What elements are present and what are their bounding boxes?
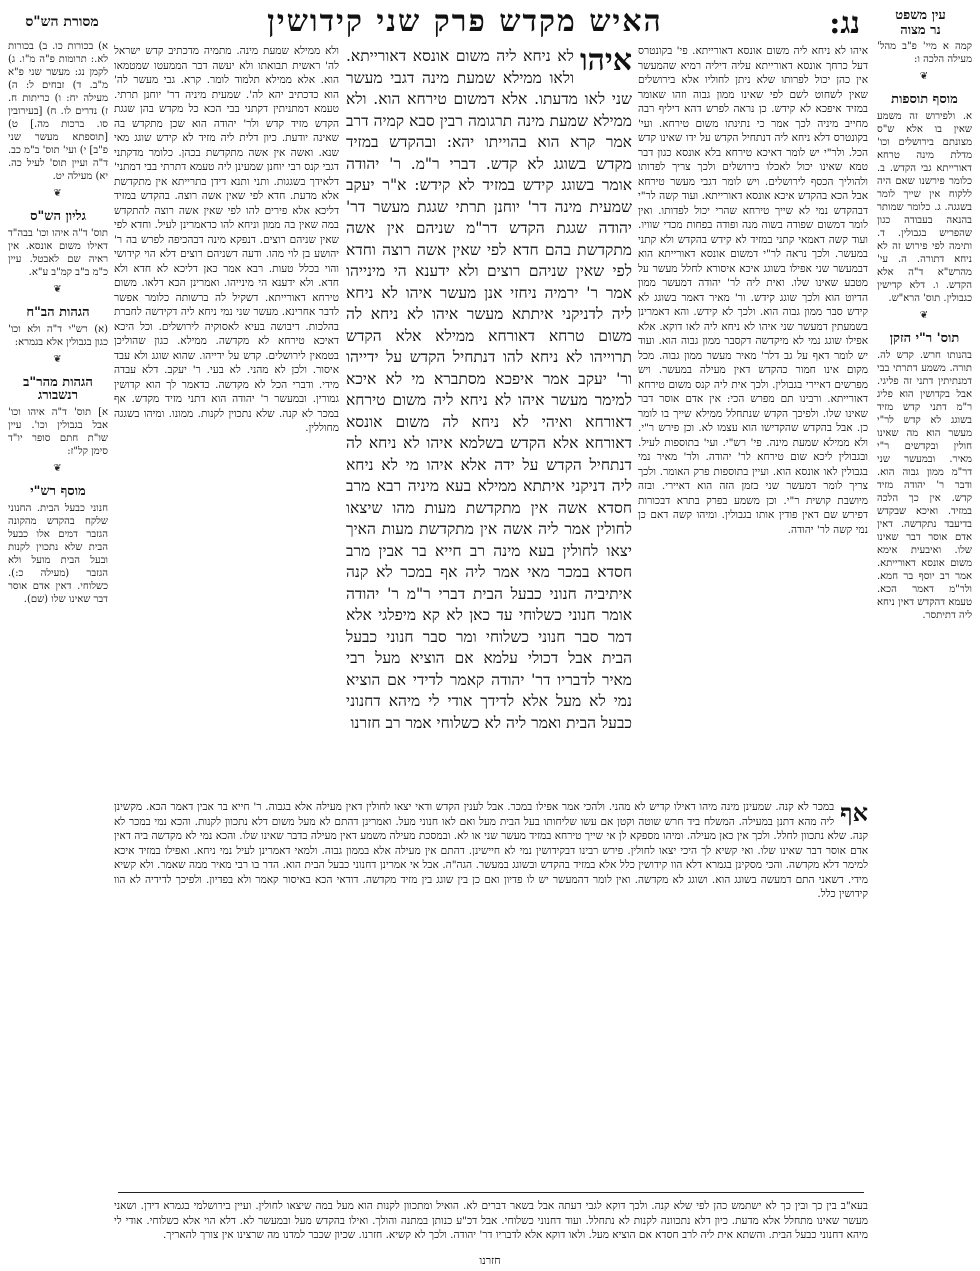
musaf-rashi-title: מוסף רש"י bbox=[30, 484, 86, 499]
lower-commentary-block bbox=[114, 800, 868, 1180]
bottom-text: בעא"ב בין כך ובין כך לא ישתמש כהן לפי שלא קנה. ולכך דוקא לגבי דעתה אבל בשאר דברים לא. הואיל ומתכוון לקנות הוא מעל במה שיצאו לחולין. ועיין בירושלמי בגמרא דידן. ושאני מעשר שאינו מתחלל אלא מדעת. כיון דלא נתכוונה לקנות לא נתחלל. ועוד דחנוני כשלוחי. אבל דכ"ע כנותן במתנה והולך. ואילו בהקדש מעל ובמעשר לא. דלא הוי אלא כשלוחי. אודי לי מיהא דחנוני כבעל הבית. והשתא אית ליה לרב חסדא אם הוציא מעל. ולאו דוקא אלא לדבריו דר' יהודה. ולכך לא קשיא. חזרנו. שכיון שכבר למדנו מה שרצינו אין צורך להאריך. bbox=[114, 1200, 868, 1241]
gilyon-title: גליון הש"ס bbox=[30, 209, 86, 224]
lower-text: במכר לא קנה. שמעינן מינה מיהו דאילו קדיש לא מהני. ולהכי אמר אפילו במכר. אבל לענין הקדש ודאי יצאו לחולין דאין מעילה אלא בגבוה. ר' חייא בר אבין דאמר הכא. מקשינן ליה מהא דתנן במעילה. המשלח ביד חרש שוטה וקטן אם עשו שליחותו בעל הבית מעל ואם לאו חנוני מעל. ואמרינן דהתם לא מעל משום דלא נתכוון לקנות. והכא נמי במכר לא קנה. שלא נתכוון לחלל. ולכך אין כאן מעילה. ומיהו מספקא לן אי שייך טירחא במזיד מעשר שני או לא. ובמסכת מעילה משמע דאין מעילה בדבר שאינו שלו. והכא נמי לא מקדשה ביה דאין אדם אוסר דבר שאינו שלו. ואי קשיא לך היכי יצאו לחולין. פירש רבינו דבקידושין נמי לא חיישינן. דהתם אין מעילה אלא בממון גבוה. ולמאי דאמרינן לעיל נמי ניחא. ואפילו במזיד איכא למימר דלא מקדשה. והכי מסקינן בגמרא דלא הוו קידושין כלל אלא במזיד בהקדש ובשוגג במעשר. הגה"ה. אבל אי אמרינן דחנוני כבעל הבית הוא. הדר בו רבי מאיר ממה שאמר. ולא קשיא מידי. דשאני התם דמעשה בשוגג הוא. ושוגג לא מקדשה. ואין לומר דהמעשר יש לו פדיון ואם כן בין שוגג בין מזיד מקדשה. דודאי הכא באיסור קאמר ולא בפדיון. ולפיכך לדידיה לא הוו קידושין כלל. bbox=[114, 801, 868, 900]
ornament-divider: ❦ bbox=[53, 284, 63, 295]
gemara-text: לא ניחא ליה משום אונסא דאורייתא. ולאו ממילא שמעת מינה דגבי מעשר שני לאו מדעתו. אלא דמשום טירחא הוא. ולא ממילא שמעת מינה תרגומה רבין סבא קמיה דרב אמר קרא הוא בהוייתו יהא: ובהקדש במזיד מקדש בשוגג לא קדש. דברי ר"מ. ר' יהודה אומר בשוגג קידש במזיד לא קידש: א"ר יעקב שמעית מינה דר' יוחנן תרתי שגגת מעשר דר' יהודה שגגת הקדש דר"מ שניהם אין אשה מתקדשת בהם חדא לפי שאין אשה רוצה וחדא לפי שאין שניהם רוצים ולא ידענא הי מינייהו אמר ר' ירמיה ניחזי אנן מעשר איהו לא ניחא ליה לדניקני איתתא מעשר איהו לא ניחא לה משום טרחא דאורחא ממילא אלא הקדש תרוייהו לא ניחא להו דנתחיל הקדש על ידייהו ור' יעקב אמר איפכא מסתברא מי לא איכא למימר מעשר איהו לא ניחא ליה משום טירחא דאורחא ואיהי לא ניחא לה משום אונסא דאורחא אלא הקדש בשלמא איהו לא ניחא לה דנתחיל הקדש על ידה אלא איהו מי לא ניחא ליה דניקני איתתא ממילא בעא מיניה רבא מרב חסדא אשה אין מתקדשת מעות מהו שיצאו לחולין אמר ליה אשה אין מתקדשת מעות האיך יצאו לחולין בעא מינה רב חייא בר אבין מרב חסדא במכר מאי אמר ליה אף במכר לא קנה איתיביה חנוני כבעל הבית דברי ר"מ ר' יהודה אומר חנוני כשלוחי עד כאן לא קא מיפלגי אלא דמר סבר חנוני כשלוחי ומר סבר חנוני כבעל הבית אבל דכולי עלמא אם הוציא מעל רבי מאיר לדבריו דר' יהודה קאמר לדידי אם הוציא נמי לא מעל אלא לדידך אודי לי מיהא דחנוני כבעל הבית ואמר ליה לא כשלוחי אמר רב חזרנו bbox=[346, 47, 632, 732]
tos-rid-text: בהנותו חרש. קדש לה. תורה. משמע דתרתי בבי דמנתיתין דתני זה פליגי. אבל בקדושין הוא פליג ר"מ דתני קדש מזיד בשוגג לא קדש לר"י מעשר הוא מה שאינו חולין ובקדשים ר"י מאיר. ובמעשר שני דר"מ ממון גבוה הוא. ודבר ר' יהודה מזיד קדש. אין כך הלכה במזיד. ואיכא שבקדש בדיעבד נתקדשה. דאין אדם אוסר דבר שאינו שלו. ואיבעית אימא משום אונסא דאורייתא. אמר רב יוסף בר חמא. ולר"מ דאמר הכא. טעמא דהקדש דאין ניחא ליה דתיתסר. bbox=[877, 350, 972, 621]
rashi-column bbox=[114, 44, 339, 794]
gemara-opening-word: איהו bbox=[579, 46, 632, 78]
tosafot-column bbox=[638, 44, 868, 794]
hagahot-maharab-title: הגהות מהר"ב רנשבורג bbox=[23, 375, 93, 403]
daf-number: נג: bbox=[829, 6, 860, 41]
musaf-rashi-text: חנוני כבעל הבית. החנוני שלקח בהקדש מהקונה הגזבר דמים אלו כבעל הבית שלא נתכוין לקנות ובעל הבית מועל ולא הגזבר (מעילה כ:). כשלוחי. דאין אדם אוסר דבר שאינו שלו (שם). bbox=[8, 503, 108, 605]
bottom-commentary-block bbox=[114, 1186, 868, 1248]
ornament-divider: ❦ bbox=[919, 310, 930, 321]
ein-mishpat-text: קמה א מיי' פ"ב מהל' מעילה הלכה ו: bbox=[877, 41, 972, 65]
ornament-divider: ❦ bbox=[919, 71, 930, 82]
tos-rid-title: תוס' ר"י הזקן bbox=[889, 331, 960, 346]
gilyon-text: תוס' ד"ה איהו וכו' בבה"ד דאילו משום אונסא. אין ראיה שם לאבטל. עיין כ"מ ב"ב קמ"ב ע"א. bbox=[8, 228, 108, 278]
masoret-hashas-text: א) בכורות כו. ב) בכורות לא.: תרומות פ"ה מ"ו. ג) לקמן נג: מעשר שני פ"א מ"ב. ד) זבחים ל: ה) מעילה יח: ו) כריתות ח. ז) נדרים לו. ח) [בעירובין סו. ברכות מה.] ט) [תוספתא מעשר שני פ"ב] י) ועי' תוס' ב"מ כב. ד"ה ועיין תוס' לעיל כה. יא) מעילה יט. bbox=[8, 41, 108, 182]
bottom-rule bbox=[118, 1192, 864, 1193]
catchword: חזרנו bbox=[479, 1254, 501, 1267]
ein-mishpat-header bbox=[873, 8, 968, 38]
gemara-column bbox=[346, 46, 632, 796]
ner-mitzvah-label: נר מצוה bbox=[900, 23, 941, 38]
page-title: האיש מקדש פרק שני קידושין bbox=[267, 4, 663, 39]
ein-mishpat-label: עין משפט bbox=[895, 8, 946, 23]
lower-opening-word: אף bbox=[840, 800, 868, 827]
hagahot-maharab-text: א] תוס' ד"ה איהו וכו' אבל בגבולין וכו'. עיין שו"ת חתם סופר יו"ד סימן קל"ז: bbox=[8, 407, 108, 457]
rashi-text: ולא ממילא שמעת מינה. מתמיה מדכתיב קדש ישראל לה' ראשית תבואתו ולא יעשה דבר הממעטו שמטמאו הוא. אלא ממילא תלמוד לומר. קרא. גבי מעשר לה' הוא כדכתיב יהא לה'. שמעית מיניה דר' יוחנן תרתי. טעמא דמתניתין דקתני בבי הכא כל מקדש בהן שגגת הקדש מזיד קדש ולר' יהודה הוא שכן מתקדש בה שאינה יודעת. כיון דלית ליה מזיד לא קידש שוגג מאי שנא. ואשה אין אשה מתקדשת בכהן. כלומר מדקתני דגבי קנס רבי יוחנן שמעינן ליה טעמא דתרתי בבי דמתני' דלאידך בשגגות. ותני ותנא דידן בתרייתא אין מתקדשת אלא מדעת. חדא לפי שאין אשה רוצה. בהקדש במזיד דליכא אלא פירים להו לפי שאין אשה רוצה להתקדש במה שאין בה ממון וניחא להו כדאמרינן לעיל. וחדא לפי שאין שניהם רוצים. דנפקא מינה דבהכיפה לפרש בה ר' יהושע בן לוי מהו. ודעה דשניהם רוצים דלא הוי קידושי והוי בכלל טעות. רבא אמר כאן דליכא לא חדא ולא חדא. ולא ידענא הי מינייהו. ואמרינן הכא דלאו. משום טירחא דאורייתא. דשקיל לה ברשותה כלומר אפשר לדבר אחרינא. מעשר שני נמי ניחא ליה דקידשה לחברת בהלכות. דיבושה בעיא לאסוקיה לירושלים. וכל היכא דאיכא טירחא לא מקדשה. ממילא. כגון שהוליכן בטמאין לירושלים. קדש על ידייהו. שהוא שוגג ולא עבד איסור. ולכן לא מהני. לא בעי. ר' יעקב. דלא עבדה מידי. ודברי הכל לא מקדשה. כדאמר לך הוא קדושין גמורין. ובמעשר ר' יהודה הוא דתני מזיד מקדש. אף במכר לא קנה. שלא נתכוין לקנות. ממונו. ומיהו בשגגה מחוללין. bbox=[114, 45, 339, 434]
tosafot-text: איהו לא ניחא ליה משום אונסא דאורייתא. פי' בקונטרס דעל כרחך אונסא דאורייתא עליה דיליה רמיא שהמעשר אין כהן יכול לפרותו שלא ניתן לחוליו אלא בירושלים שאין לשחוט לשם לפי שאינו ממון גבוה וזהו שאומר במזיד איפכא לא קידש. כן נראה לפרש דהא דיליף רבה מחייב מיניה לכך אמר כי נתינתו משום טירחא. ועי' בקונטרס דלא ניחא ליה דנתחיל הקדש על ידו שאינו קדש הכל. ולר"י יש לומר דאיכא טירחא בלא אונסא כגון דבר טמא שאינו יכול לאכלו בירושלים ולכך צריך לפדותו ולהוליך הכסף לירושלים. ויש לומר דגבי מעשר טירחא אבל הכא בהקדש איכא אונסא דאורייתא. ועוד קשה לר"י דבהקדש נמי לא שייך טירחא שהרי יכול לפדותו. ואין לומר דמשום שפודה בשוה מנה ופודה בפחות מכדי שוויו. ועוד קשה דאמאי קתני במזיד לא קידש בהקדש ולא קתני במעשר. ולכך נראה לר"י דמשום אונסא דאורייתא הוא דבמעשר שני אפילו בשוגג איכא איסורא לחלל מעשר על מטבע שאינו שלו. ואית ליה לר' יהודה דמעשר ממון הדיוט הוא ולכך שוגג קידש. ור' מאיר דאמר בשוגג לא קידש סבר ממון גבוה הוא. ולכך לא קידש. והא דאמרינן בשמעתין דמעשר שני איהו לא ניחא ליה לאו דוקא. אלא אפילו שוגג נמי לא מיקדשה דקסבר ממון גבוה הוא. ועוד יש לומר דאף על גב דלר' מאיר מעשר ממון גבוה. מכל מקום אינו חמור כהקדש דאין מעילה במעשר. ויש מפרשים דאיירי בגבולין. ולכך אית ליה קנס משום טירחא דאורייתא. ורבינו תם מפרש הכי: אין אדם אוסר דבר שאינו שלו. ולפיכך הקדש שנתחלל ממילא שייך בו לומר כן. אבל בהקדש שהקדישו הוא עצמו לא. וכן פירש ר"י. ולא ממילא שמעת מינה. פי' רש"י. ועי' בתוספות לעיל. ובגבולין ליכא שום טירחא לר' יהודה. ולר' מאיר נמי בגבולין לאו אונסא הוא. ועיין בתוספות פרק האומר. ולכך צריך לומר דמעשר שני בזמן הזה הוא דאיירי. ובזה מיושבת קושית ר"י. וכן משמע בפרק בתרא דבכורות דפירש שם דאין פודין אותו בגבולין. ומיהו קשה דאם כן נמי קשה לר' יהודה. bbox=[638, 45, 868, 536]
right-side-column bbox=[877, 40, 972, 1255]
hagahot-bach-title: הגהות הב"ח bbox=[26, 305, 90, 320]
tosafot-supplement-text: א. ולפירוש זה משמע שאין בו אלא ש"ס מצונתם בירושלים וכו' מדלת מינה טרחא דאורייתא גבי הקדש. ב. כלומר פירשנו שאם היה ללקוח אין שייך לומר בשגגה. ג. כלומר שמותר בהנאה בעבודה כגון שהפריש בגבולין. ד. ותימה לפי פירוש זה לא ניחא דתורה. ה. עי' מהרש"א ד"ה אלא הקדש. ו. דלא קדישין כגבולין. תוס' הרא"ש. bbox=[877, 111, 972, 304]
tosafot-supplement-title: מוסף תוספות bbox=[891, 92, 958, 107]
ornament-divider: ❦ bbox=[53, 188, 63, 199]
hagahot-bach-text: (א) רש"י ד"ה ולא וכו' כגון בגבולין אלא בגמרא: bbox=[8, 324, 108, 348]
masoret-hashas-header: מסורת הש"ס bbox=[25, 14, 99, 30]
ornament-divider: ❦ bbox=[53, 463, 63, 474]
left-side-column bbox=[8, 40, 108, 1255]
lower-paragraph bbox=[114, 800, 868, 902]
ornament-divider: ❦ bbox=[53, 354, 63, 365]
gemara-paragraph bbox=[346, 46, 632, 734]
